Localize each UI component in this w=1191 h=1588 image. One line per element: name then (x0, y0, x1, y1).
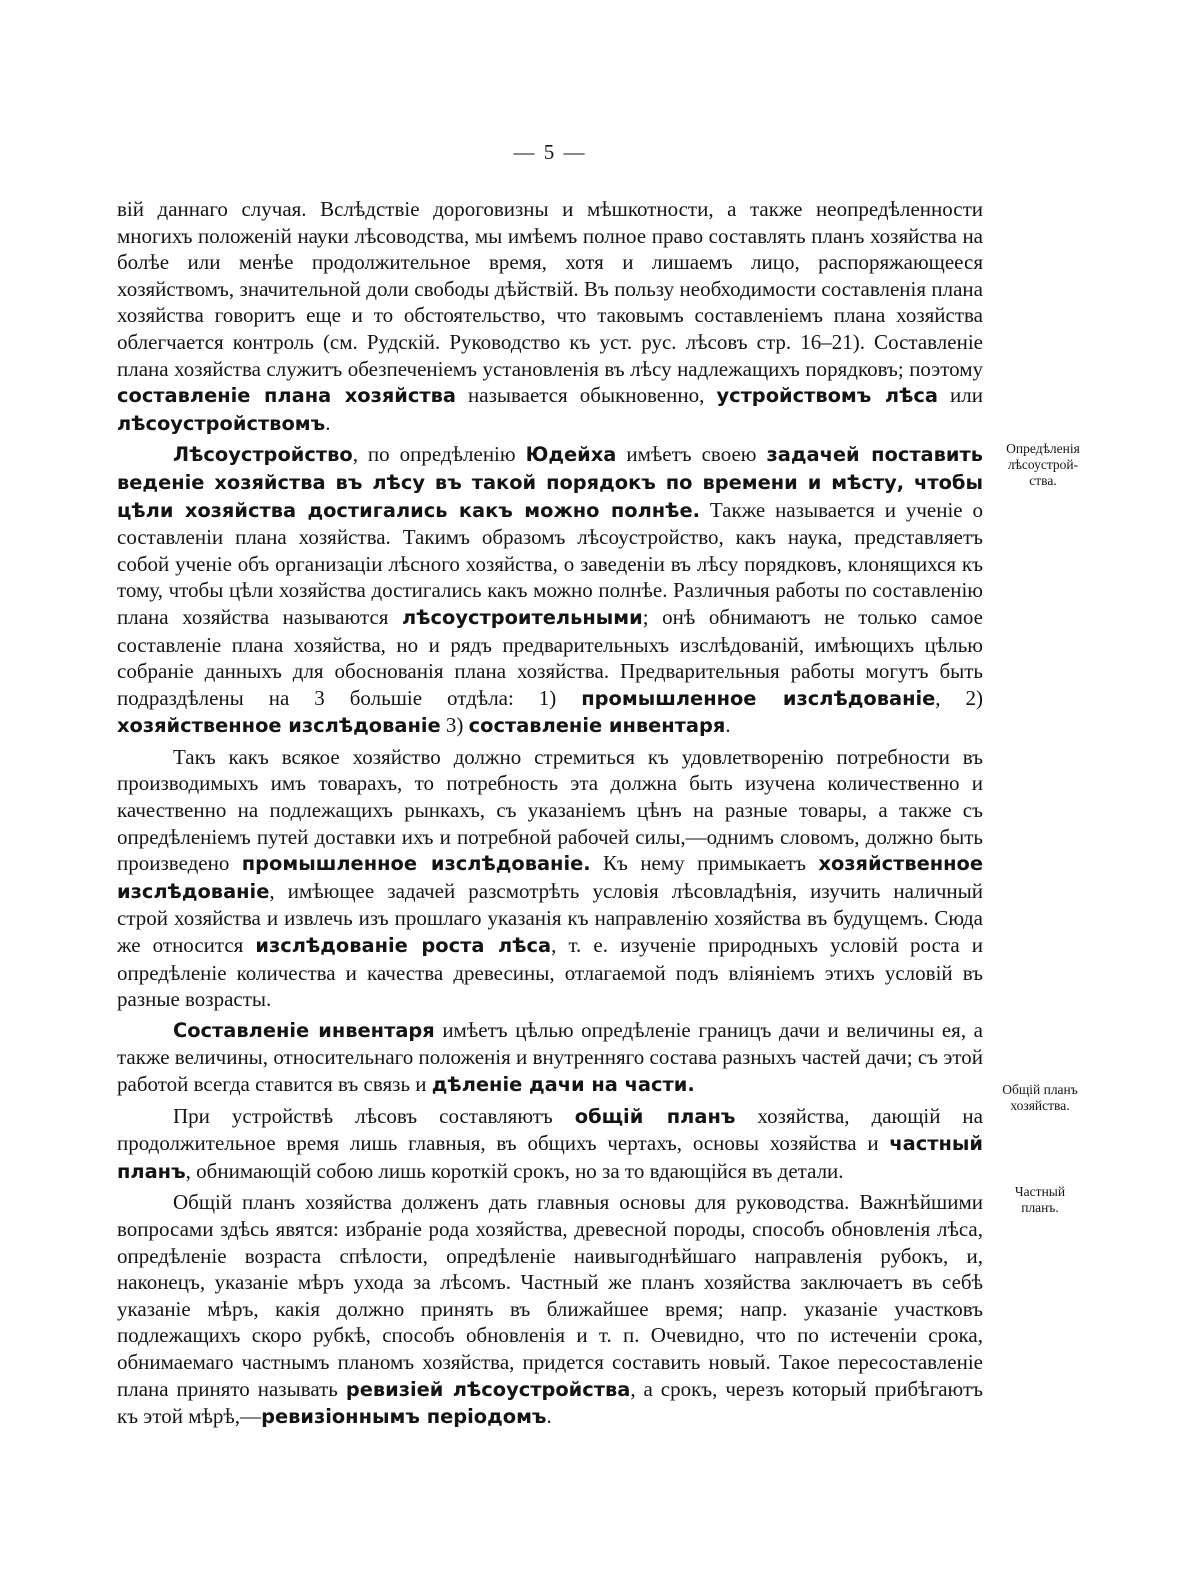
paragraph (117, 1017, 983, 1099)
paragraph (117, 1103, 983, 1186)
margin-note-line: хозяйства. (1010, 1098, 1070, 1113)
paragraph (117, 1189, 983, 1430)
emphasized-term: ревизіей лѣсоустройства (345, 1377, 631, 1401)
margin-note-line: Опредѣленія (1006, 441, 1080, 456)
margin-note-line: планъ. (1021, 1200, 1059, 1215)
emphasized-term: Юдейха (525, 443, 617, 467)
text-run: Общій планъ хозяйства долженъ дать главныя основы для руководства. Важнѣйшими вопросами здѣсь явятся: избраніе рода хозяйства, древесной породы, способъ обновленія лѣса, опредѣленіе возраста спѣлости, опредѣленіе наивыгоднѣйшаго направленія рубокъ, и, наконецъ, указаніе мѣръ ухода за лѣсомъ. Частный же планъ хозяйства заключаетъ въ себѣ указаніе мѣръ, какія должно принять въ ближайшее время; напр. указаніе участковъ подлежащихъ скоро рубкѣ, способъ обновленія и т. п. Очевидно, что по истеченіи срока, обнимаемаго частнымъ планомъ хозяйства, придется составить новый. Такое пересоставленіе плана принято называть (117, 1190, 983, 1401)
paragraph (117, 196, 983, 437)
text-run: имѣетъ цѣлью опредѣленіе границъ дачи и величины ея, а также величины, относительнаго положенія и внутренняго состава разныхъ частей дачи; съ этой работой всегда ставится въ связь и (117, 1017, 983, 1096)
text-run: Къ нему примыкаетъ (590, 851, 819, 876)
text-run: хозяйства, дающій на продолжительное время лишь главныя, въ общихъ чертахъ, основы хозяйства и (117, 1103, 983, 1156)
emphasized-term: Лѣсоустройство (173, 443, 353, 467)
page-number: — 5 — (513, 140, 587, 164)
paragraph (117, 744, 983, 1013)
text-run: ; онѣ обнимаютъ не только самое составленіе плана хозяйства, но и рядъ предварительныхъ изслѣдованій, имѣющихъ цѣлью собраніе данныхъ для обоснованія плана хозяйства. Предварительныя работы могутъ быть подраздѣлены на 3 большіе отдѣла: 1) (117, 604, 983, 710)
emphasized-term: дѣленіе дачи на части. (431, 1073, 695, 1096)
text-run: , 2) (935, 685, 983, 710)
text-run: . (325, 410, 331, 435)
margin-note-line: ства. (1029, 473, 1057, 488)
emphasized-term: задачей поставить веденіе хозяйства въ лѣсу въ такой порядокъ по времени и мѣсту, чтобы цѣли хозяйства достигались какъ можно полнѣе. (117, 443, 983, 522)
text-run: , по опредѣленію (352, 442, 526, 467)
emphasized-term: ревизіоннымъ періодомъ (261, 1405, 547, 1429)
emphasized-term: лѣсоустройствомъ (117, 411, 326, 435)
margin-note-general-plan (985, 1082, 1095, 1114)
margin-note-private-plan (985, 1184, 1095, 1216)
margin-note-line: Частный (1014, 1184, 1066, 1199)
emphasized-term: составленіе плана хозяйства (117, 384, 456, 408)
text-run: или (937, 383, 983, 408)
text-run: При устройствѣ лѣсовъ составляютъ (173, 1103, 575, 1128)
emphasized-term: лѣсоустроительными (402, 605, 643, 629)
text-run: , т. е. изученіе природныхъ условій роста и опредѣленіе количества и качества древесины, отлагаемой подъ вліяніемъ этихъ условій въ разные возрасты. (117, 933, 983, 1012)
emphasized-term: промышленное изслѣдованіе (581, 686, 936, 710)
emphasized-term: изслѣдованіе роста лѣса (255, 934, 552, 958)
emphasized-term: Составленіе инвентаря (173, 1018, 435, 1042)
text-run: вій даннаго случая. Вслѣдствіе дороговизны и мѣшкотности, а также неопредѣленности многихъ положеній науки лѣсоводства, мы имѣемъ полное право составлять планъ хозяйства на болѣе или менѣе продолжительное время, хотя и лишаемъ лицо, распоряжающееся хозяйствомъ, значительной доли свободы дѣйствій. Въ пользу необходимости составленія плана хозяйства говоритъ еще и то обстоятельство, что таковымъ составленіемъ плана хозяйства облегчается контроль (см. Рудскій. Руководство къ уст. рус. лѣсовъ стр. 16–21). Составленіе плана хозяйства служитъ обезпеченіемъ установленія въ лѣсу надлежащихъ порядковъ; поэтому (117, 197, 983, 381)
body-text (117, 196, 983, 1431)
text-run: имѣетъ своею (616, 442, 767, 467)
text-run: , обнимающій собою лишь короткій срокъ, но за то вдающійся въ детали. (185, 1158, 844, 1183)
text-run: называется обыкновенно, (455, 383, 717, 408)
text-run: Такъ какъ всякое хозяйство должно стремиться къ удовлетворенію потребности въ производимыхъ имъ товарахъ, то потребность эта должна быть изучена количественно и качественно на подлежащихъ рынкахъ, съ указаніемъ цѣнъ на разные товары, а также съ опредѣленіемъ путей доставки ихъ и потребной рабочей силы,—однимъ словомъ, должно быть произведено (117, 744, 983, 876)
emphasized-term: хозяйственное изслѣдованіе (117, 852, 984, 903)
margin-note-line: лѣсоустрой- (1007, 457, 1079, 472)
emphasized-term: составленіе инвентаря (468, 714, 726, 738)
text-run: , имѣющее задачей разсмотрѣть условія лѣсовладѣнія, изучить наличный строй хозяйства и извлечь изъ прошлаго указанія къ направленію хозяйства въ будущемъ. Сюда же относится (117, 878, 983, 958)
text-run: . (725, 713, 731, 738)
paragraph (117, 441, 983, 740)
margin-note-line: Общій планъ (1002, 1082, 1078, 1097)
emphasized-term: общій планъ (574, 1104, 736, 1128)
emphasized-term: промышленное изслѣдованіе. (241, 852, 591, 876)
text-run: , а срокъ, черезъ который прибѣгаютъ къ этой мѣрѣ,— (117, 1376, 984, 1429)
text-run: . (546, 1404, 552, 1429)
emphasized-term: устройствомъ лѣса (716, 384, 938, 408)
text-run: Также называется и ученіе о составленіи плана хозяйства. Такимъ образомъ лѣсоустройство, какъ наука, представляетъ собой ученіе объ организаціи лѣсного хозяйства, о заведеніи въ лѣсу порядковъ, клонящихся къ тому, чтобы цѣли хозяйства достигались какъ можно полнѣе. Различныя работы по составленію плана хозяйства называются (117, 497, 983, 629)
emphasized-term: хозяйственное изслѣдованіе (117, 714, 441, 738)
emphasized-term: частный планъ (117, 1132, 983, 1183)
text-run: 3) (440, 713, 469, 738)
margin-note-definition (988, 441, 1098, 489)
